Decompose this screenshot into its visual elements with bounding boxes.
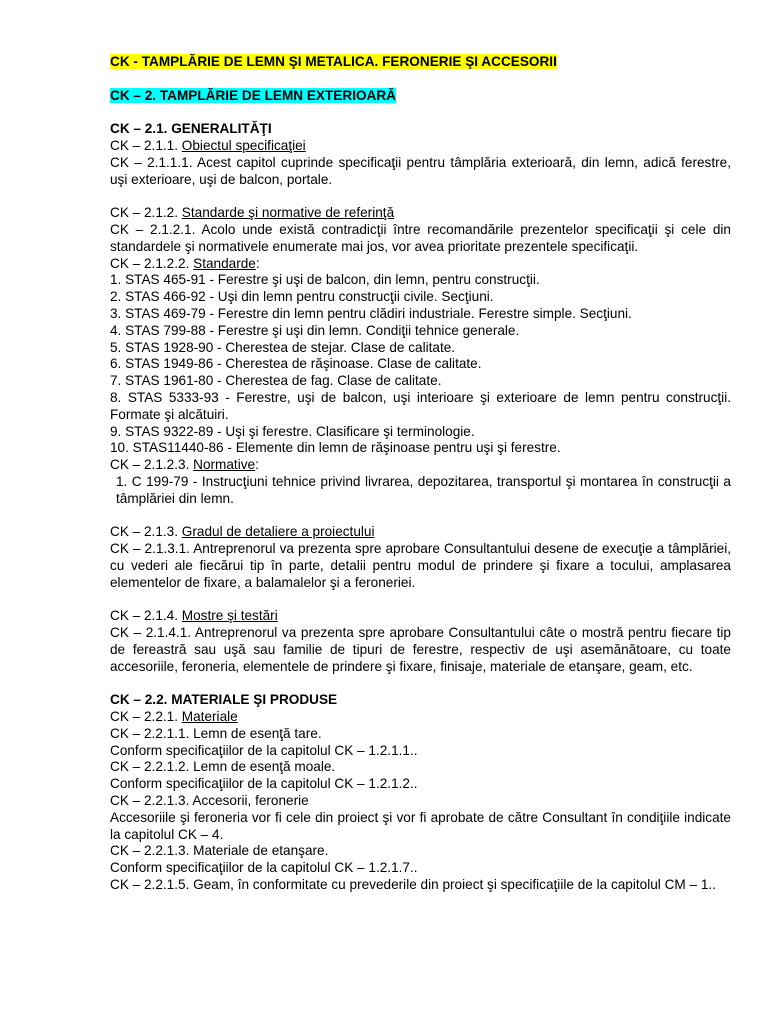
subtitle-highlight: CK – 2. TAMPLĂRIE DE LEMN EXTERIOARĂ: [110, 87, 396, 103]
colon: :: [255, 255, 260, 271]
paragraph-2-1-1-1: CK – 2.1.1.1. Acest capitol cuprinde specificaţii pentru tâmplăria exterioară, din lemn, adică ferestre, uşi exterioare, uşi de balcon, portale.: [110, 154, 731, 187]
subsection-mostre: [110, 608, 731, 625]
subsection-title: Normative: [193, 457, 256, 473]
subsection-number: CK – 2.1.3.: [110, 524, 182, 540]
subsection-materiale: [110, 709, 731, 726]
paragraph-2-1-2-1: CK – 2.1.2.1. Acolo unde există contradicţii între recomandările prezentelor specificaţii şi cele din standardele şi normativele enumerate mai jos, vor avea prioritate prezentele specificaţii.: [110, 221, 731, 254]
material-line: CK – 2.2.1.3. Materiale de etanşare.: [110, 843, 329, 859]
subsection-normative: [110, 457, 731, 474]
document-page: [110, 54, 731, 894]
subsection-obiectul: [110, 138, 731, 155]
material-line: CK – 2.2.1.2. Lemn de esenţă moale.: [110, 759, 336, 775]
subsection-title: Gradul de detaliere a proiectului: [181, 524, 375, 540]
subsection-title: Materiale: [181, 709, 238, 725]
standard-item: 1. STAS 465-91 - Ferestre şi uşi de balcon, din lemn, pentru construcţii.: [110, 272, 540, 288]
standard-item: 7. STAS 1961-80 - Cherestea de fag. Clase de calitate.: [110, 373, 442, 389]
subsection-title: Standarde: [193, 255, 256, 271]
normative-item: 1. C 199-79 - Instrucţiuni tehnice privind livrarea, depozitarea, transportul şi montarea în construcţii a tâmplăriei din lemn.: [116, 473, 731, 506]
material-line: Conform specificaţiilor de la capitolul CK – 1.2.1.7..: [110, 860, 418, 876]
subsection-number: CK – 2.1.2.: [110, 205, 182, 221]
document-title: [110, 54, 731, 71]
subsection-number: CK – 2.1.1.: [110, 137, 182, 153]
subsection-number: CK – 2.1.2.2.: [110, 255, 194, 271]
subsection-standarde-normative: [110, 205, 731, 222]
standard-item: 9. STAS 9322-89 - Uşi şi ferestre. Clasificare şi terminologie.: [110, 423, 475, 439]
subsection-gradul-detaliere: [110, 524, 731, 541]
standard-item: 8. STAS 5333-93 - Ferestre, uşi de balcon, uşi interioare şi exterioare de lemn pentru construcţii. Formate şi alcătuiri.: [110, 389, 731, 422]
subsection-title: Mostre şi testări: [181, 608, 278, 624]
standard-item: 2. STAS 466-92 - Uşi din lemn pentru construcţii civile. Secţiuni.: [110, 289, 494, 305]
paragraph-2-1-3-1: CK – 2.1.3.1. Antreprenorul va prezenta spre aprobare Consultantului desene de execuţie a tâmplăriei, cu vederi ale fiecărui tip în parte, detalii pentru modul de prindere şi fixare a tocului, amplasarea elementelor de fixare, a balamalelor şi a feroneriei.: [110, 541, 731, 590]
material-line: CK – 2.2.1.3. Accesorii, feronerie: [110, 793, 309, 809]
material-line: Conform specificaţiilor de la capitolul CK – 1.2.1.2..: [110, 776, 418, 792]
title-highlight: CK - TAMPLĂRIE DE LEMN ŞI METALICA. FERONERIE ŞI ACCESORII: [110, 54, 557, 69]
section-heading-generalitati: CK – 2.1. GENERALITĂŢI: [110, 121, 272, 137]
standard-item: 6. STAS 1949-86 - Cherestea de răşinoase. Clase de calitate.: [110, 356, 482, 372]
standard-item: 10. STAS11440-86 - Elemente din lemn de răşinoase pentru uşi şi ferestre.: [110, 440, 561, 456]
material-line: CK – 2.2.1.1. Lemn de esenţă tare.: [110, 725, 322, 741]
material-line: Conform specificaţiilor de la capitolul CK – 1.2.1.1..: [110, 742, 418, 758]
standard-item: 3. STAS 469-79 - Ferestre din lemn pentru clădiri industriale. Ferestre simple. Secţiuni.: [110, 305, 632, 321]
subsection-standarde: [110, 256, 731, 273]
chapter-title: [110, 88, 731, 105]
subsection-title: Obiectul specificaţiei: [181, 137, 306, 153]
paragraph-2-1-4-1: CK – 2.1.4.1. Antreprenorul va prezenta spre aprobare Consultantului câte o mostră pentru fiecare tip de fereastră sau uşă sau familie de tipuri de ferestre, respectiv de uşi asemănătoare, cu toate accesoriile, feroneria, elementele de prindere şi fixare, finisaje, materiale de etanşare, geam, etc.: [110, 625, 731, 674]
subsection-title: Standarde şi normative de referinţă: [181, 205, 395, 221]
subsection-number: CK – 2.2.1.: [110, 709, 182, 725]
paragraph-accesorii: Accesoriile şi feroneria vor fi cele din proiect şi vor fi aprobate de către Consultant în condiţiile indicate la capitolul CK – 4.: [110, 809, 731, 842]
subsection-number: CK – 2.1.4.: [110, 608, 182, 624]
subsection-number: CK – 2.1.2.3.: [110, 457, 194, 473]
standard-item: 4. STAS 799-88 - Ferestre şi uşi din lemn. Condiţii tehnice generale.: [110, 322, 520, 338]
colon: :: [255, 457, 259, 473]
paragraph-geam: CK – 2.2.1.5. Geam, în conformitate cu prevederile din proiect şi specificaţiile de la capitolul CM – 1..: [110, 877, 716, 893]
standard-item: 5. STAS 1928-90 - Cherestea de stejar. Clase de calitate.: [110, 339, 456, 355]
section-heading-materiale: CK – 2.2. MATERIALE ŞI PRODUSE: [110, 692, 338, 708]
